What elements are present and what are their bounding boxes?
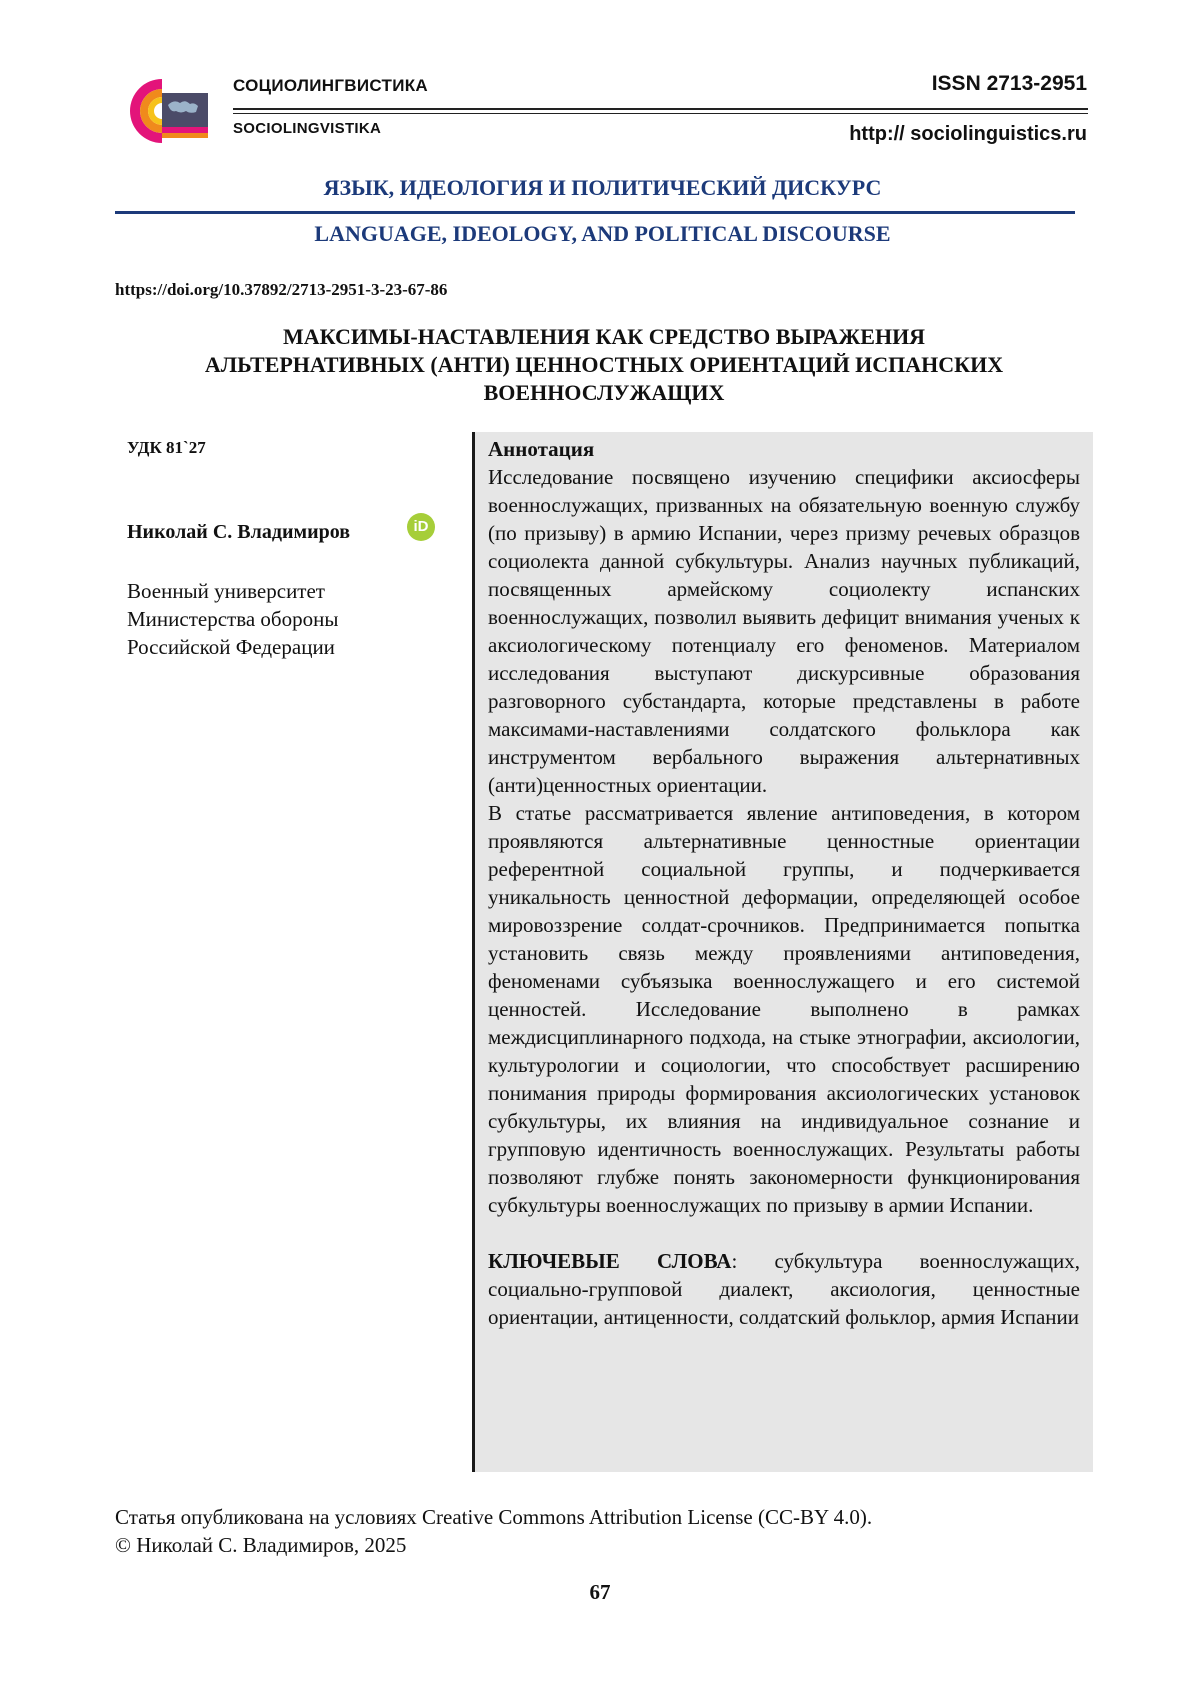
title-line: АЛЬТЕРНАТИВНЫХ (АНТИ) ЦЕННОСТНЫХ ОРИЕНТАЦИЙ ИСПАНСКИХ [204, 352, 1004, 377]
title-line: МАКСИМЫ-НАСТАВЛЕНИЯ КАК СРЕДСТВО ВЫРАЖЕНИЯ [282, 324, 926, 349]
issn: ISSN 2713-2951 [931, 72, 1087, 95]
affiliation-line: Российской Федерации [127, 635, 335, 659]
abstract-paragraph: В статье рассматривается явление антиповедения, в котором проявляются альтернативные ценностные ориентации референтной социальной группы, и подчеркивается уникальность ценностной деформации, определяющей особое мировоззрение солдат-срочников. Предпринимается попытка установить связь между проявлениями антиповедения, феноменами субъязыка военнослужащего и его системой ценностей. Исследование выполнено в рамках междисциплинарного подхода, на стыке этнографии, аксиологии, культурологии и социологии, что способствует расширению понимания природы формирования аксиологических установок субкультуры, их влияния на индивидуальное сознание и групповую идентичность военнослужащих. Результаты работы позволяют глубже понять закономерности функционирования субкультуры военнослужащих по призыву в армии Испании. [488, 801, 1080, 1217]
header-divider-thin [233, 113, 1088, 114]
doi-link[interactable]: https://doi.org/10.37892/2713-2951-3-23-67-86 [115, 280, 448, 299]
affiliation [127, 577, 427, 661]
abstract-paragraph: Исследование посвящено изучению специфики аксиосферы военнослужащих, призванных на обязательную военную службу (по призыву) в армию Испании, через призму речевых образцов социолекта данной субкультуры. Анализ научных публикаций, посвященных армейскому социолекту испанских военнослужащих, позволил выявить дефицит внимания ученых к аксиологическому потенциалу его феноменов. Материалом исследования выступают дискурсивные образования разговорного субстандарта, которые представлены в работе максимами-наставлениями солдатского фольклора как инструментом вербального выражения альтернативных (анти)ценностных ориентации. [488, 465, 1080, 797]
journal-title-ru: СОЦИОЛИНГВИСТИКА [233, 76, 428, 95]
page-number: 67 [589, 1580, 611, 1604]
abstract-heading: Аннотация [488, 437, 595, 461]
license-note [115, 1503, 872, 1559]
udk: УДК 81`27 [127, 438, 206, 457]
section-divider [115, 211, 1075, 214]
journal-logo-icon [112, 75, 212, 147]
author-name: Николай С. Владимиров [127, 521, 351, 543]
journal-url[interactable]: http:// sociolinguistics.ru [849, 123, 1087, 145]
affiliation-line: Военный университет [127, 579, 325, 603]
license-text: Статья опубликована на условиях Creative Commons Attribution License (CC-BY 4.0). [115, 1505, 873, 1529]
abstract [488, 435, 1080, 1331]
section-title-ru: ЯЗЫК, ИДЕОЛОГИЯ И ПОЛИТИЧЕСКИЙ ДИСКУРС [323, 175, 882, 200]
title-line: ВОЕННОСЛУЖАЩИХ [483, 380, 725, 405]
article-title [115, 323, 1093, 407]
keywords-label: КЛЮЧЕВЫЕ СЛОВА [488, 1249, 732, 1273]
keywords-list: : субкультура военнослужащих, социально-групповой диалект, аксиология, ценностные ориентации, антиценности, солдатский фольклор, армия Испании [488, 1249, 1081, 1329]
copyright: © Николай С. Владимиров, 2025 [115, 1533, 407, 1557]
affiliation-line: Министерства обороны [127, 607, 339, 631]
journal-title-en: SOCIOLINGVISTIKA [233, 120, 382, 137]
orcid-icon[interactable]: iD [407, 513, 435, 541]
keywords [488, 1247, 1080, 1331]
section-title-en: LANGUAGE, IDEOLOGY, AND POLITICAL DISCOURSE [314, 221, 891, 246]
header-divider [233, 108, 1088, 110]
